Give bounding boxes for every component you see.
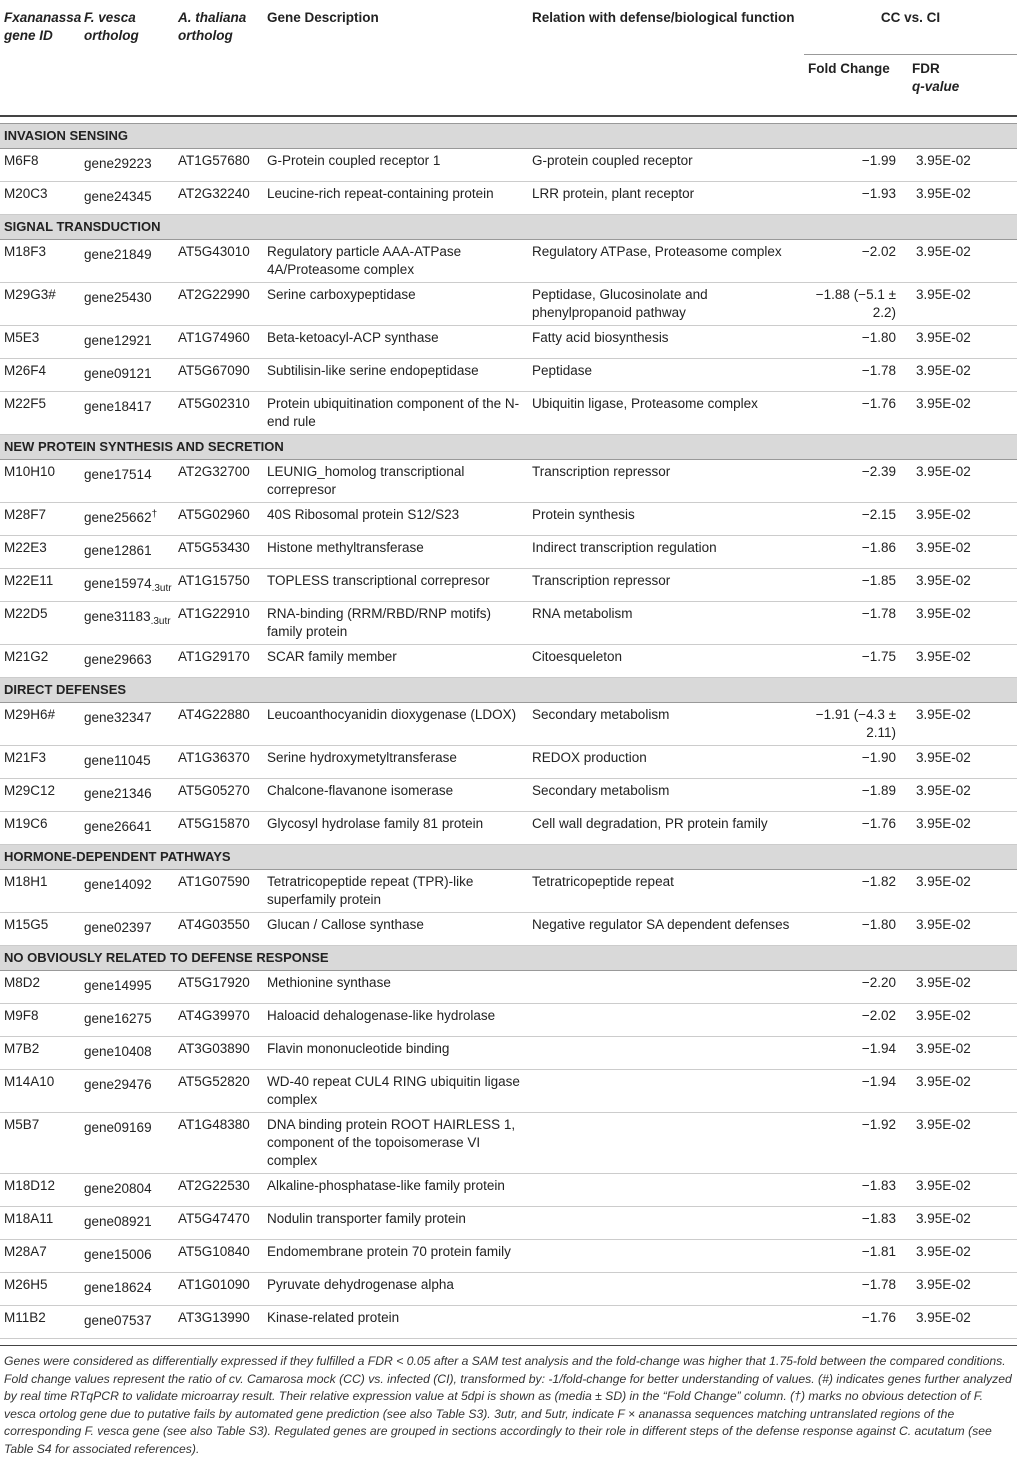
fvesca-gene: gene12921 — [84, 333, 152, 348]
cell-gene-id: M9F8 — [0, 1004, 80, 1037]
cell-athaliana-ortholog: AT1G15750 — [174, 569, 263, 602]
header-fdr-label: FDR — [912, 61, 940, 76]
fvesca-gene: gene14995 — [84, 978, 152, 993]
table-row — [0, 182, 1017, 215]
cell-gene-id: M26F4 — [0, 359, 80, 392]
cell-relation — [528, 1174, 804, 1207]
cell-gene-description: Serine hydroxymetyltransferase — [263, 746, 528, 779]
table-footnote: Genes were considered as differentially expressed if they fulfilled a FDR < 0.05 after a SAM test analysis and the fold-change was higher that 1.75-fold between the compared conditions. Fold change values represent the ratio of cv. Camarosa mock (CC) vs. infected (CI), transformed by: -1/fold-change for better understanding of values. (#) indicates genes further analyzed by real time RTqPCR to validate microarray result. Their relative expression value at 5dpi is shown as (media ± SD) in the “Fold Change” column. (†) marks no obvious detection of F. vesca ortolog gene due to putative fails by automated gene prediction (see also Table S3). 3utr, and 5utr, indicate F × ananassa sequences matching untranslated regions of the corresponding F. vesca gene (see also Table S3). Regulated genes are grouped in sections accordingly to their role in different steps of the defense response against C. acutatum (see Table S4 for associated references). — [0, 1345, 1017, 1458]
cell-relation: Citoesqueleton — [528, 645, 804, 678]
header-gene-description: Gene Description — [267, 10, 379, 25]
table-row — [0, 1207, 1017, 1240]
fvesca-gene: gene17514 — [84, 467, 152, 482]
cell-relation: Regulatory ATPase, Proteasome complex — [528, 240, 804, 283]
cell-fvesca-ortholog — [80, 283, 174, 326]
cell-fvesca-ortholog — [80, 1306, 174, 1339]
cell-relation: Negative regulator SA dependent defenses — [528, 913, 804, 946]
fvesca-utr-suffix: .3utr — [151, 583, 172, 594]
fvesca-gene: gene25430 — [84, 290, 152, 305]
table-row — [0, 392, 1017, 435]
section-header — [0, 435, 1017, 460]
cell-athaliana-ortholog: AT5G17920 — [174, 971, 263, 1004]
fvesca-gene: gene29663 — [84, 652, 152, 667]
cell-fold-change: −1.89 — [804, 779, 908, 812]
header-spacer — [0, 55, 804, 110]
table-row — [0, 326, 1017, 359]
fvesca-gene: gene25662 — [84, 510, 152, 525]
cell-fvesca-ortholog — [80, 971, 174, 1004]
fvesca-gene: gene18417 — [84, 399, 152, 414]
cell-gene-id: M18F3 — [0, 240, 80, 283]
section-header — [0, 678, 1017, 703]
cell-fdr-qvalue: 3.95E-02 — [908, 460, 1017, 503]
cell-fdr-qvalue: 3.95E-02 — [908, 913, 1017, 946]
table-row — [0, 1004, 1017, 1037]
cell-fold-change: −2.39 — [804, 460, 908, 503]
cell-athaliana-ortholog: AT1G36370 — [174, 746, 263, 779]
fvesca-gene: gene08921 — [84, 1214, 152, 1229]
cell-relation: Peptidase — [528, 359, 804, 392]
fvesca-gene: gene09121 — [84, 366, 152, 381]
header-gap — [0, 116, 1017, 124]
cell-fdr-qvalue: 3.95E-02 — [908, 1004, 1017, 1037]
cell-gene-id: M22E3 — [0, 536, 80, 569]
cell-fold-change: −1.93 — [804, 182, 908, 215]
cell-relation: Secondary metabolism — [528, 779, 804, 812]
cell-relation: Tetratricopeptide repeat — [528, 870, 804, 913]
cell-fdr-qvalue: 3.95E-02 — [908, 1037, 1017, 1070]
cell-gene-id: M18A11 — [0, 1207, 80, 1240]
cell-fvesca-ortholog — [80, 392, 174, 435]
cell-fdr-qvalue: 3.95E-02 — [908, 1113, 1017, 1174]
cell-athaliana-ortholog: AT5G10840 — [174, 1240, 263, 1273]
cell-fdr-qvalue: 3.95E-02 — [908, 359, 1017, 392]
cell-gene-description: DNA binding protein ROOT HAIRLESS 1, component of the topoisomerase VI complex — [263, 1113, 528, 1174]
cell-athaliana-ortholog: AT1G22910 — [174, 602, 263, 645]
cell-fdr-qvalue: 3.95E-02 — [908, 1240, 1017, 1273]
cell-gene-id: M8D2 — [0, 971, 80, 1004]
cell-gene-id: M20C3 — [0, 182, 80, 215]
cell-gene-description: Kinase-related protein — [263, 1306, 528, 1339]
header-fold-change: Fold Change — [804, 55, 908, 110]
table-row — [0, 746, 1017, 779]
cell-fvesca-ortholog — [80, 1273, 174, 1306]
section-title: HORMONE-DEPENDENT PATHWAYS — [0, 845, 1017, 870]
fvesca-gene: gene11045 — [84, 753, 151, 768]
table-row — [0, 779, 1017, 812]
table-row — [0, 536, 1017, 569]
cell-gene-description: Serine carboxypeptidase — [263, 283, 528, 326]
table-row — [0, 703, 1017, 746]
table-row — [0, 359, 1017, 392]
table-row — [0, 602, 1017, 645]
section-title: NO OBVIOUSLY RELATED TO DEFENSE RESPONSE — [0, 946, 1017, 971]
cell-gene-id: M10H10 — [0, 460, 80, 503]
fvesca-gene: gene29223 — [84, 156, 152, 171]
table-row — [0, 913, 1017, 946]
cell-fold-change: −1.78 — [804, 1273, 908, 1306]
fvesca-gene: gene21346 — [84, 786, 152, 801]
fvesca-utr-suffix: .3utr — [150, 616, 171, 627]
header-fxananassa-id: Fxananassa gene ID — [4, 10, 82, 43]
fvesca-gene: gene12861 — [84, 543, 152, 558]
cell-fvesca-ortholog — [80, 1240, 174, 1273]
cell-fvesca-ortholog — [80, 645, 174, 678]
cell-gene-id: M14A10 — [0, 1070, 80, 1113]
cell-relation — [528, 1070, 804, 1113]
cell-athaliana-ortholog: AT3G13990 — [174, 1306, 263, 1339]
cell-fdr-qvalue: 3.95E-02 — [908, 645, 1017, 678]
table-row — [0, 1070, 1017, 1113]
cell-fdr-qvalue: 3.95E-02 — [908, 182, 1017, 215]
cell-gene-id: M11B2 — [0, 1306, 80, 1339]
cell-relation: LRR protein, plant receptor — [528, 182, 804, 215]
cell-fdr-qvalue: 3.95E-02 — [908, 536, 1017, 569]
cell-fdr-qvalue: 3.95E-02 — [908, 392, 1017, 435]
cell-gene-id: M5B7 — [0, 1113, 80, 1174]
cell-fdr-qvalue: 3.95E-02 — [908, 1070, 1017, 1113]
cell-relation: Fatty acid biosynthesis — [528, 326, 804, 359]
fvesca-dagger-mark: † — [151, 509, 158, 520]
cell-fdr-qvalue: 3.95E-02 — [908, 1207, 1017, 1240]
cell-fdr-qvalue: 3.95E-02 — [908, 326, 1017, 359]
table-row — [0, 1240, 1017, 1273]
fvesca-gene: gene31183 — [84, 609, 151, 624]
cell-gene-description: Tetratricopeptide repeat (TPR)-like superfamily protein — [263, 870, 528, 913]
fvesca-gene: gene07537 — [84, 1313, 152, 1328]
cell-fold-change: −1.76 — [804, 392, 908, 435]
cell-fold-change: −1.90 — [804, 746, 908, 779]
table-row — [0, 1273, 1017, 1306]
cell-fold-change: −1.76 — [804, 1306, 908, 1339]
cell-relation: Transcription repressor — [528, 460, 804, 503]
fvesca-gene: gene18624 — [84, 1280, 152, 1295]
cell-gene-description: SCAR family member — [263, 645, 528, 678]
cell-gene-id: M28F7 — [0, 503, 80, 536]
cell-athaliana-ortholog: AT5G52820 — [174, 1070, 263, 1113]
cell-fdr-qvalue: 3.95E-02 — [908, 1273, 1017, 1306]
fvesca-gene: gene29476 — [84, 1077, 152, 1092]
cell-gene-description: WD-40 repeat CUL4 RING ubiquitin ligase complex — [263, 1070, 528, 1113]
header-fvesca-ortholog: F. vesca ortholog — [84, 10, 139, 43]
cell-relation: Transcription repressor — [528, 569, 804, 602]
cell-gene-description: Chalcone-flavanone isomerase — [263, 779, 528, 812]
cell-relation: Ubiquitin ligase, Proteasome complex — [528, 392, 804, 435]
table-row — [0, 870, 1017, 913]
cell-relation — [528, 1037, 804, 1070]
cell-fold-change: −2.20 — [804, 971, 908, 1004]
table-row — [0, 283, 1017, 326]
cell-relation — [528, 971, 804, 1004]
cell-gene-description: Subtilisin-like serine endopeptidase — [263, 359, 528, 392]
cell-athaliana-ortholog: AT5G02310 — [174, 392, 263, 435]
cell-fold-change: −1.81 — [804, 1240, 908, 1273]
cell-gene-id: M7B2 — [0, 1037, 80, 1070]
cell-relation: REDOX production — [528, 746, 804, 779]
fvesca-gene: gene02397 — [84, 920, 152, 935]
cell-fdr-qvalue: 3.95E-02 — [908, 746, 1017, 779]
table-row — [0, 1113, 1017, 1174]
table-row — [0, 503, 1017, 536]
cell-fvesca-ortholog — [80, 602, 174, 645]
cell-gene-description: G-Protein coupled receptor 1 — [263, 149, 528, 182]
cell-fdr-qvalue: 3.95E-02 — [908, 1174, 1017, 1207]
cell-fdr-qvalue: 3.95E-02 — [908, 149, 1017, 182]
cell-fvesca-ortholog — [80, 1037, 174, 1070]
cell-fdr-qvalue: 3.95E-02 — [908, 602, 1017, 645]
cell-athaliana-ortholog: AT2G32700 — [174, 460, 263, 503]
section-header — [0, 215, 1017, 240]
cell-relation: Protein synthesis — [528, 503, 804, 536]
header-rule — [0, 109, 1017, 116]
cell-fdr-qvalue: 3.95E-02 — [908, 240, 1017, 283]
cell-fvesca-ortholog — [80, 503, 174, 536]
cell-fold-change: −1.91 (−4.3 ± 2.11) — [804, 703, 908, 746]
fvesca-gene: gene24345 — [84, 189, 152, 204]
cell-fvesca-ortholog — [80, 1004, 174, 1037]
cell-relation: Secondary metabolism — [528, 703, 804, 746]
section-title: INVASION SENSING — [0, 124, 1017, 149]
cell-fvesca-ortholog — [80, 182, 174, 215]
cell-fdr-qvalue: 3.95E-02 — [908, 812, 1017, 845]
cell-relation: Cell wall degradation, PR protein family — [528, 812, 804, 845]
cell-fold-change: −1.83 — [804, 1207, 908, 1240]
cell-fdr-qvalue: 3.95E-02 — [908, 971, 1017, 1004]
cell-fdr-qvalue: 3.95E-02 — [908, 779, 1017, 812]
section-title: DIRECT DEFENSES — [0, 678, 1017, 703]
cell-fold-change: −1.76 — [804, 812, 908, 845]
cell-fold-change: −2.02 — [804, 1004, 908, 1037]
cell-fold-change: −1.80 — [804, 913, 908, 946]
table-body — [0, 124, 1017, 1339]
cell-fold-change: −1.86 — [804, 536, 908, 569]
cell-gene-id: M29H6# — [0, 703, 80, 746]
cell-gene-id: M21F3 — [0, 746, 80, 779]
fvesca-gene: gene15006 — [84, 1247, 152, 1262]
cell-athaliana-ortholog: AT2G32240 — [174, 182, 263, 215]
fvesca-gene: gene14092 — [84, 877, 152, 892]
table-row — [0, 1037, 1017, 1070]
cell-fvesca-ortholog — [80, 240, 174, 283]
cell-fvesca-ortholog — [80, 812, 174, 845]
header-relation-defense: Relation with defense/biological function — [532, 10, 795, 25]
cell-gene-id: M22F5 — [0, 392, 80, 435]
cell-fold-change: −1.83 — [804, 1174, 908, 1207]
cell-gene-description: Leucine-rich repeat-containing protein — [263, 182, 528, 215]
cell-gene-id: M15G5 — [0, 913, 80, 946]
cell-athaliana-ortholog: AT5G67090 — [174, 359, 263, 392]
cell-fvesca-ortholog — [80, 703, 174, 746]
table-row — [0, 149, 1017, 182]
cell-gene-description: Beta-ketoacyl-ACP synthase — [263, 326, 528, 359]
table-row — [0, 569, 1017, 602]
header-fdr — [908, 55, 1017, 110]
cell-fold-change: −1.99 — [804, 149, 908, 182]
cell-gene-description: Histone methyltransferase — [263, 536, 528, 569]
cell-gene-description: LEUNIG_homolog transcriptional correpresor — [263, 460, 528, 503]
cell-fvesca-ortholog — [80, 779, 174, 812]
cell-fvesca-ortholog — [80, 746, 174, 779]
cell-fold-change: −2.02 — [804, 240, 908, 283]
table-row — [0, 645, 1017, 678]
cell-fvesca-ortholog — [80, 536, 174, 569]
cell-gene-description: Protein ubiquitination component of the N-end rule — [263, 392, 528, 435]
cell-gene-id: M22D5 — [0, 602, 80, 645]
cell-fdr-qvalue: 3.95E-02 — [908, 870, 1017, 913]
cell-athaliana-ortholog: AT1G01090 — [174, 1273, 263, 1306]
table-row — [0, 1174, 1017, 1207]
cell-fvesca-ortholog — [80, 326, 174, 359]
cell-gene-description: Pyruvate dehydrogenase alpha — [263, 1273, 528, 1306]
table-row — [0, 460, 1017, 503]
section-header — [0, 845, 1017, 870]
cell-fvesca-ortholog — [80, 870, 174, 913]
fvesca-gene: gene10408 — [84, 1044, 152, 1059]
cell-gene-description: Haloacid dehalogenase-like hydrolase — [263, 1004, 528, 1037]
cell-gene-description: Leucoanthocyanidin dioxygenase (LDOX) — [263, 703, 528, 746]
cell-fdr-qvalue: 3.95E-02 — [908, 503, 1017, 536]
cell-gene-id: M22E11 — [0, 569, 80, 602]
cell-relation — [528, 1207, 804, 1240]
cell-relation: G-protein coupled receptor — [528, 149, 804, 182]
cell-athaliana-ortholog: AT2G22990 — [174, 283, 263, 326]
cell-gene-description: Alkaline-phosphatase-like family protein — [263, 1174, 528, 1207]
cell-athaliana-ortholog: AT1G57680 — [174, 149, 263, 182]
cell-gene-id: M18H1 — [0, 870, 80, 913]
cell-fold-change: −1.80 — [804, 326, 908, 359]
cell-fvesca-ortholog — [80, 1113, 174, 1174]
cell-fvesca-ortholog — [80, 1174, 174, 1207]
cell-gene-id: M29G3# — [0, 283, 80, 326]
cell-fold-change: −1.78 — [804, 359, 908, 392]
cell-gene-description: RNA-binding (RRM/RBD/RNP motifs) family protein — [263, 602, 528, 645]
cell-fdr-qvalue: 3.95E-02 — [908, 703, 1017, 746]
cell-relation: Peptidase, Glucosinolate and phenylpropanoid pathway — [528, 283, 804, 326]
cell-fold-change: −1.92 — [804, 1113, 908, 1174]
cell-athaliana-ortholog: AT1G07590 — [174, 870, 263, 913]
cell-gene-id: M21G2 — [0, 645, 80, 678]
cell-fdr-qvalue: 3.95E-02 — [908, 569, 1017, 602]
cell-gene-description: Glycosyl hydrolase family 81 protein — [263, 812, 528, 845]
header-cc-vs-ci: CC vs. CI — [880, 10, 941, 25]
cell-fvesca-ortholog — [80, 149, 174, 182]
section-header — [0, 124, 1017, 149]
cell-relation — [528, 1240, 804, 1273]
cell-relation — [528, 1004, 804, 1037]
cell-fold-change: −1.94 — [804, 1070, 908, 1113]
cell-fvesca-ortholog — [80, 913, 174, 946]
cell-athaliana-ortholog: AT4G22880 — [174, 703, 263, 746]
cell-fdr-qvalue: 3.95E-02 — [908, 283, 1017, 326]
cell-relation — [528, 1273, 804, 1306]
cell-gene-id: M28A7 — [0, 1240, 80, 1273]
cell-gene-id: M18D12 — [0, 1174, 80, 1207]
cell-athaliana-ortholog: AT1G29170 — [174, 645, 263, 678]
cell-gene-description: Flavin mononucleotide binding — [263, 1037, 528, 1070]
cell-gene-id: M6F8 — [0, 149, 80, 182]
section-header — [0, 946, 1017, 971]
cell-gene-description: 40S Ribosomal protein S12/S23 — [263, 503, 528, 536]
cell-athaliana-ortholog: AT5G15870 — [174, 812, 263, 845]
cell-fdr-qvalue: 3.95E-02 — [908, 1306, 1017, 1339]
fvesca-gene: gene15974 — [84, 576, 152, 591]
cell-relation: Indirect transcription regulation — [528, 536, 804, 569]
table-row — [0, 240, 1017, 283]
table-row — [0, 1306, 1017, 1339]
cell-relation — [528, 1113, 804, 1174]
header-athaliana-ortholog: A. thaliana ortholog — [178, 10, 247, 43]
fvesca-gene: gene09169 — [84, 1120, 152, 1135]
cell-gene-description: TOPLESS transcriptional correpresor — [263, 569, 528, 602]
cell-gene-id: M5E3 — [0, 326, 80, 359]
fvesca-gene: gene21849 — [84, 247, 152, 262]
cell-fold-change: −2.15 — [804, 503, 908, 536]
cell-fvesca-ortholog — [80, 1070, 174, 1113]
table-header — [0, 0, 1017, 124]
cell-fvesca-ortholog — [80, 569, 174, 602]
table-row — [0, 812, 1017, 845]
cell-relation: RNA metabolism — [528, 602, 804, 645]
cell-gene-id: M19C6 — [0, 812, 80, 845]
table-row — [0, 971, 1017, 1004]
cell-fvesca-ortholog — [80, 359, 174, 392]
cell-athaliana-ortholog: AT1G74960 — [174, 326, 263, 359]
cell-fold-change: −1.85 — [804, 569, 908, 602]
cell-athaliana-ortholog: AT5G05270 — [174, 779, 263, 812]
section-title: NEW PROTEIN SYNTHESIS AND SECRETION — [0, 435, 1017, 460]
fvesca-gene: gene26641 — [84, 819, 152, 834]
cell-fold-change: −1.78 — [804, 602, 908, 645]
section-title: SIGNAL TRANSDUCTION — [0, 215, 1017, 240]
cell-athaliana-ortholog: AT1G48380 — [174, 1113, 263, 1174]
cell-relation — [528, 1306, 804, 1339]
cell-athaliana-ortholog: AT5G53430 — [174, 536, 263, 569]
cell-fvesca-ortholog — [80, 460, 174, 503]
cell-gene-description: Glucan / Callose synthase — [263, 913, 528, 946]
fvesca-gene: gene20804 — [84, 1181, 152, 1196]
cell-gene-id: M26H5 — [0, 1273, 80, 1306]
header-qvalue-label: q-value — [912, 79, 960, 94]
cell-fold-change: −1.94 — [804, 1037, 908, 1070]
cell-athaliana-ortholog: AT4G03550 — [174, 913, 263, 946]
cell-fvesca-ortholog — [80, 1207, 174, 1240]
cell-gene-description: Nodulin transporter family protein — [263, 1207, 528, 1240]
fvesca-gene: gene32347 — [84, 710, 152, 725]
cell-gene-id: M29C12 — [0, 779, 80, 812]
cell-gene-description: Endomembrane protein 70 protein family — [263, 1240, 528, 1273]
cell-fold-change: −1.82 — [804, 870, 908, 913]
fvesca-gene: gene16275 — [84, 1011, 152, 1026]
cell-athaliana-ortholog: AT4G39970 — [174, 1004, 263, 1037]
cell-fold-change: −1.75 — [804, 645, 908, 678]
cell-fold-change: −1.88 (−5.1 ± 2.2) — [804, 283, 908, 326]
cell-gene-description: Methionine synthase — [263, 971, 528, 1004]
cell-athaliana-ortholog: AT5G47470 — [174, 1207, 263, 1240]
cell-athaliana-ortholog: AT5G43010 — [174, 240, 263, 283]
cell-athaliana-ortholog: AT2G22530 — [174, 1174, 263, 1207]
cell-athaliana-ortholog: AT3G03890 — [174, 1037, 263, 1070]
cell-athaliana-ortholog: AT5G02960 — [174, 503, 263, 536]
cell-gene-description: Regulatory particle AAA-ATPase 4A/Proteasome complex — [263, 240, 528, 283]
